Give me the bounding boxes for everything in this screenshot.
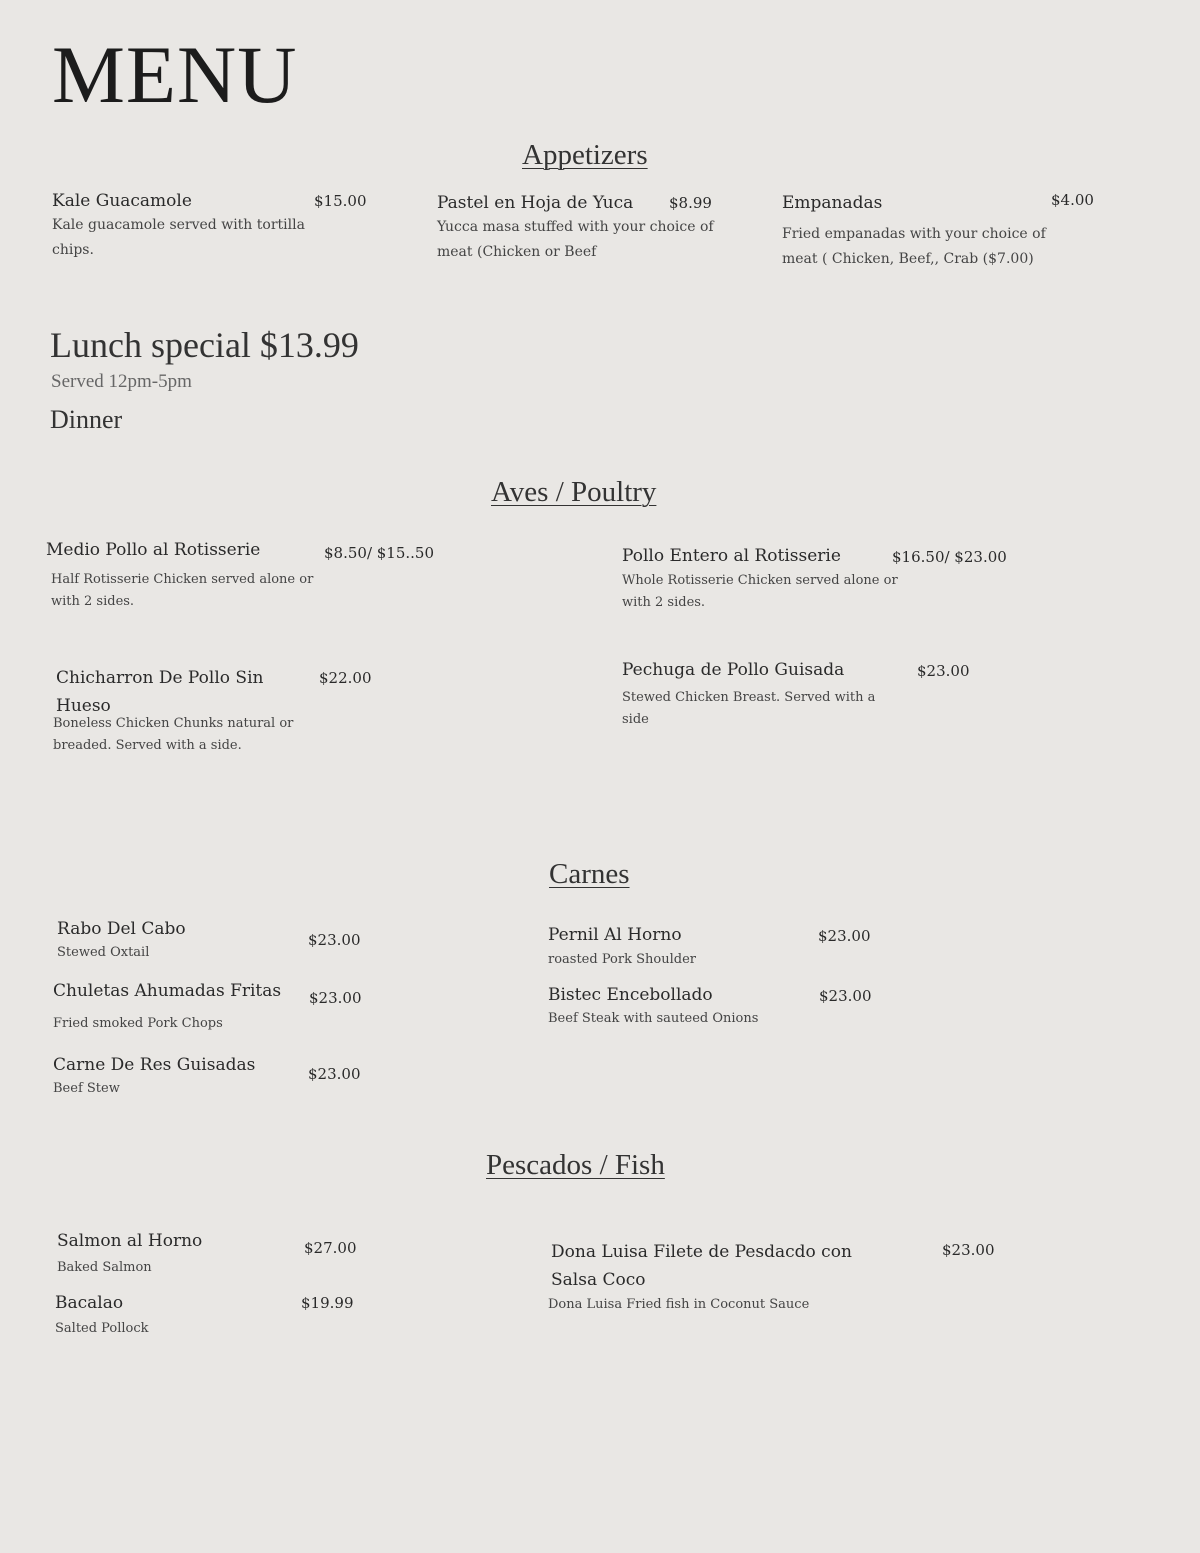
item-price: $23.00 (818, 927, 871, 945)
item-description: Yucca masa stuffed with your choice of meat (Chicken or Beef (437, 219, 714, 261)
item-name: Empanadas (782, 193, 883, 213)
item-description: Salted Pollock (55, 1321, 149, 1336)
item-price: $23.00 (309, 989, 362, 1007)
item-name: Pollo Entero al Rotisserie (622, 546, 841, 566)
item-name: Chicharron De Pollo Sin Hueso (56, 668, 264, 717)
item-name: Pechuga de Pollo Guisada (622, 660, 845, 680)
item-price: $4.00 (1051, 191, 1094, 209)
item-price: $19.99 (301, 1294, 354, 1312)
item-description: Boneless Chicken Chunks natural or breaded. Served with a side. (53, 716, 294, 754)
item-description: Baked Salmon (57, 1260, 152, 1275)
section-heading-fish: Pescados / Fish (486, 1149, 665, 1181)
lunch-special-title: Lunch special $13.99 (50, 325, 359, 365)
item-description: Fried empanadas with your choice of meat ( Chicken, Beef,, Crab ($7.00) (782, 226, 1046, 268)
item-description: Beef Steak with sauteed Onions (548, 1011, 759, 1026)
item-price: $8.50/ $15..50 (324, 544, 435, 562)
item-price: $27.00 (304, 1239, 357, 1257)
item-price: $23.00 (942, 1241, 995, 1259)
item-description: Stewed Chicken Breast. Served with a side (622, 690, 876, 728)
page-title: MENU (52, 29, 298, 120)
item-name: Salmon al Horno (57, 1231, 203, 1251)
item-description: Beef Stew (53, 1081, 120, 1096)
section-heading-carnes: Carnes (549, 858, 630, 890)
item-price: $23.00 (308, 931, 361, 949)
item-price: $23.00 (819, 987, 872, 1005)
item-name: Pastel en Hoja de Yuca (437, 193, 634, 213)
item-price: $16.50/ $23.00 (892, 548, 1007, 566)
dinner-label: Dinner (50, 405, 123, 434)
item-price: $8.99 (669, 194, 712, 212)
item-description: Stewed Oxtail (57, 945, 150, 960)
item-price: $23.00 (308, 1065, 361, 1083)
item-description: Kale guacamole served with tortilla chips. (52, 217, 305, 259)
lunch-special-hours: Served 12pm-5pm (51, 371, 192, 392)
item-description: Whole Rotisserie Chicken served alone or with 2 sides. (622, 573, 898, 611)
item-name: Bacalao (55, 1293, 124, 1313)
item-description: Fried smoked Pork Chops (53, 1016, 223, 1031)
section-heading-poultry: Aves / Poultry (491, 476, 657, 508)
item-name: Carne De Res Guisadas (53, 1055, 256, 1075)
item-name: Kale Guacamole (52, 191, 192, 211)
item-name: Chuletas Ahumadas Fritas (53, 981, 282, 1001)
item-description: roasted Pork Shoulder (548, 952, 696, 967)
item-name: Pernil Al Horno (548, 925, 682, 945)
item-price: $23.00 (917, 662, 970, 680)
item-name: Bistec Encebollado (548, 985, 713, 1005)
item-description: Dona Luisa Fried fish in Coconut Sauce (548, 1297, 810, 1312)
item-name: Dona Luisa Filete de Pesdacdo con Salsa Coco (551, 1242, 852, 1291)
item-price: $15.00 (314, 192, 367, 210)
item-description: Half Rotisserie Chicken served alone or with 2 sides. (51, 572, 314, 610)
section-heading-appetizers: Appetizers (522, 139, 648, 171)
item-name: Rabo Del Cabo (57, 919, 186, 939)
item-name: Medio Pollo al Rotisserie (46, 540, 261, 560)
item-price: $22.00 (319, 669, 372, 687)
